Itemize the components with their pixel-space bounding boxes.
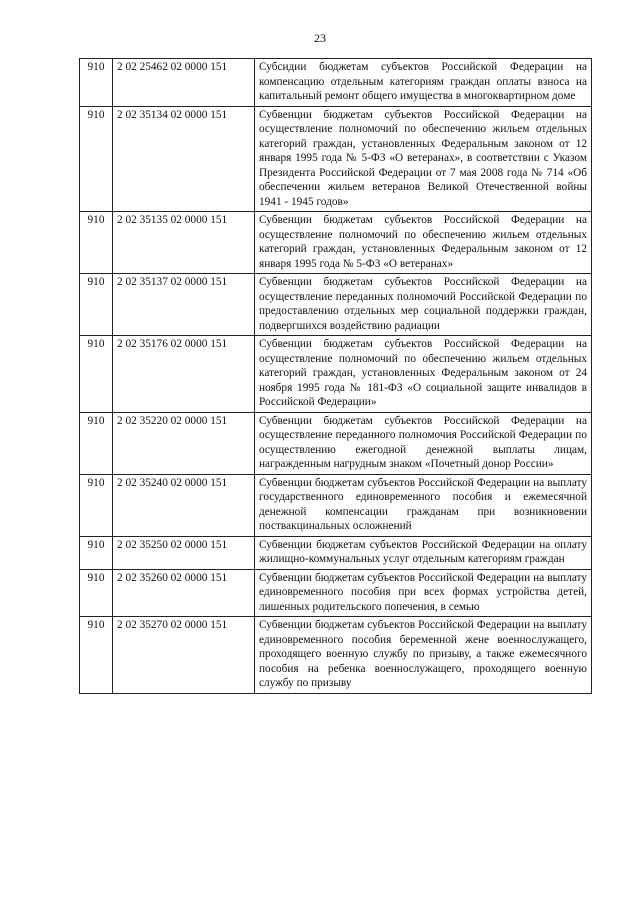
table-row: [80, 274, 592, 336]
description-cell: Субвенции бюджетам субъектов Российской Федерации на осуществление полномочий по обеспечению жильем отдельных категорий граждан, установленных Федеральным законом от 12 января 1995 года № 5-ФЗ «О ветеранах»: [255, 212, 592, 274]
budget-classification-table: [79, 58, 592, 694]
budget-code-cell: 2 02 25462 02 0000 151: [113, 59, 255, 107]
table-row: [80, 212, 592, 274]
admin-code-cell: 910: [80, 617, 113, 694]
admin-code-cell: 910: [80, 569, 113, 617]
admin-code-cell: 910: [80, 274, 113, 336]
description-cell: Субвенции бюджетам субъектов Российской Федерации на выплату единовременного пособия при всех формах устройства детей, лишенных родительского попечения, в семью: [255, 569, 592, 617]
admin-code-cell: 910: [80, 106, 113, 212]
admin-code-cell: 910: [80, 59, 113, 107]
description-cell: Субвенции бюджетам субъектов Российской Федерации на осуществление переданного полномочия Российской Федерации по осуществлению ежегодной денежной выплаты лицам, награжденным нагрудным знаком «Почетный донор России»: [255, 412, 592, 474]
table-row: [80, 617, 592, 694]
description-cell: Субвенции бюджетам субъектов Российской Федерации на осуществление полномочий по обеспечению жильем отдельных категорий граждан, установленных Федеральным законом от 24 ноября 1995 года № 181-ФЗ «О социальной защите инвалидов в Российской Федерации»: [255, 336, 592, 413]
table-row: [80, 536, 592, 569]
table-row: [80, 569, 592, 617]
admin-code-cell: 910: [80, 536, 113, 569]
table-row: [80, 474, 592, 536]
budget-code-cell: 2 02 35270 02 0000 151: [113, 617, 255, 694]
admin-code-cell: 910: [80, 474, 113, 536]
page-number: 23: [314, 31, 326, 45]
budget-code-cell: 2 02 35176 02 0000 151: [113, 336, 255, 413]
budget-code-cell: 2 02 35250 02 0000 151: [113, 536, 255, 569]
admin-code-cell: 910: [80, 336, 113, 413]
description-cell: Субвенции бюджетам субъектов Российской Федерации на выплату государственного единовременного пособия и ежемесячной денежной компенсации гражданам при возникновении поствакцинальных осложнений: [255, 474, 592, 536]
budget-code-cell: 2 02 35137 02 0000 151: [113, 274, 255, 336]
table-row: [80, 59, 592, 107]
table-row: [80, 106, 592, 212]
budget-code-cell: 2 02 35240 02 0000 151: [113, 474, 255, 536]
budget-code-cell: 2 02 35135 02 0000 151: [113, 212, 255, 274]
budget-code-cell: 2 02 35260 02 0000 151: [113, 569, 255, 617]
description-cell: Субвенции бюджетам субъектов Российской Федерации на осуществление полномочий по обеспечению жильем отдельных категорий граждан, установленных Федеральным законом от 12 января 1995 года № 5-ФЗ «О ветеранах», в соответствии с Указом Президента Российской Федерации от 7 мая 2008 года № 714 «Об обеспечении жильем ветеранов Великой Отечественной войны 1941 - 1945 годов»: [255, 106, 592, 212]
admin-code-cell: 910: [80, 212, 113, 274]
description-cell: Субвенции бюджетам субъектов Российской Федерации на осуществление переданных полномочий Российской Федерации по предоставлению отдельных мер социальной поддержки граждан, подвергшихся воздействию радиации: [255, 274, 592, 336]
budget-code-cell: 2 02 35134 02 0000 151: [113, 106, 255, 212]
table-row: [80, 412, 592, 474]
table-row: [80, 336, 592, 413]
budget-code-cell: 2 02 35220 02 0000 151: [113, 412, 255, 474]
description-cell: Субвенции бюджетам субъектов Российской Федерации на оплату жилищно-коммунальных услуг отдельным категориям граждан: [255, 536, 592, 569]
admin-code-cell: 910: [80, 412, 113, 474]
description-cell: Субсидии бюджетам субъектов Российской Федерации на компенсацию отдельным категориям граждан оплаты взноса на капитальный ремонт общего имущества в многоквартирном доме: [255, 59, 592, 107]
description-cell: Субвенции бюджетам субъектов Российской Федерации на выплату единовременного пособия беременной жене военнослужащего, проходящего военную службу по призыву, а также ежемесячного пособия на ребенка военнослужащего, проходящего военную службу по призыву: [255, 617, 592, 694]
